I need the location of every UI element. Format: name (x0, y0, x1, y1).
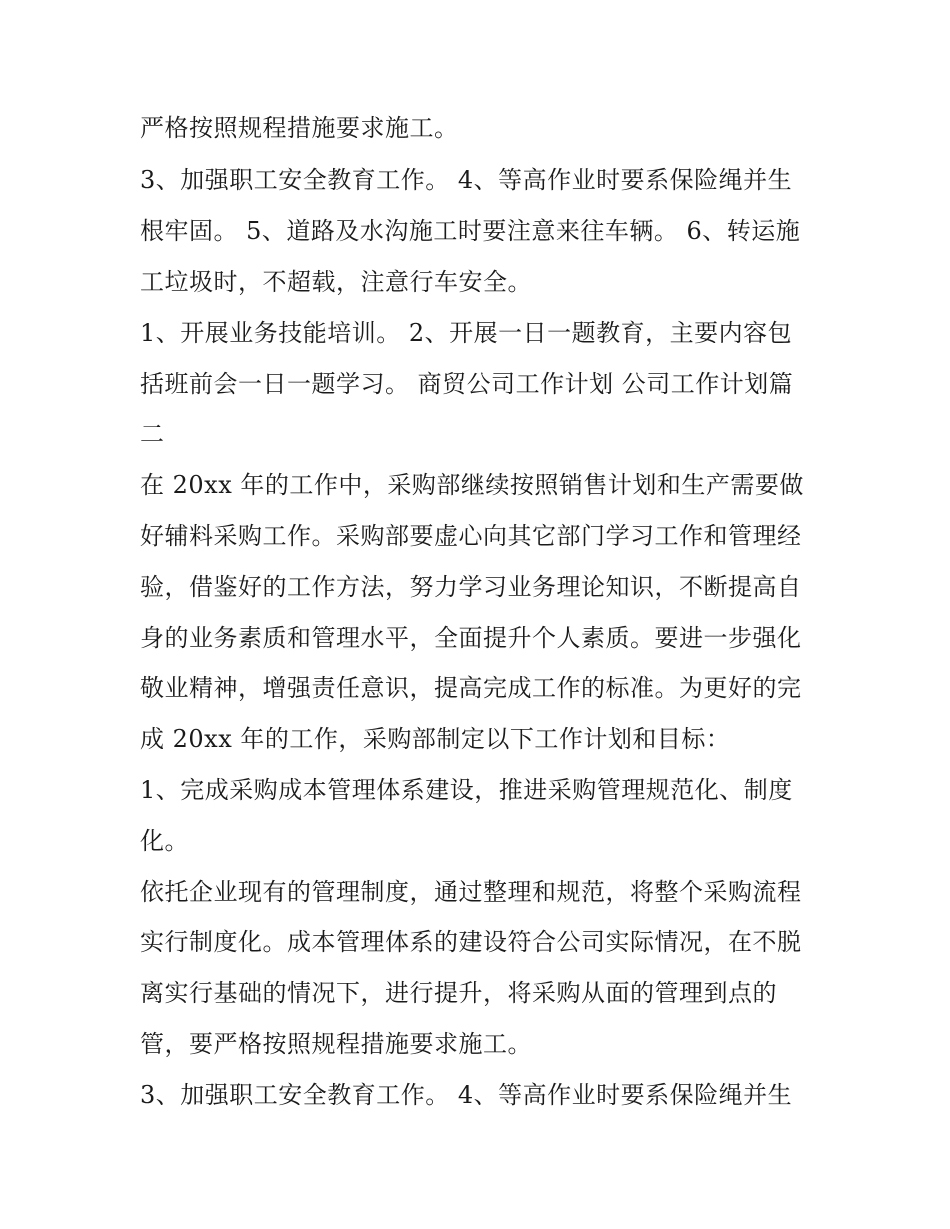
text-line: 3、加强职工安全教育工作。 4、等高作业时要系保险绳并生 (140, 166, 793, 194)
text-line: 实行制度化。成本管理体系的建设符合公司实际情况，在不脱 (140, 928, 802, 956)
text-line: 二 (140, 420, 165, 448)
text-line: 括班前会一日一题学习。 商贸公司工作计划 公司工作计划篇 (140, 370, 794, 398)
text-line: 成 20xx 年的工作，采购部制定以下工作计划和目标： (140, 725, 731, 753)
text-line: 严格按照规程措施要求施工。 (140, 114, 459, 142)
text-line: 根牢固。 5、道路及水沟施工时要注意来往车辆。 6、转运施 (140, 217, 801, 245)
text-line: 1、开展业务技能培训。 2、开展一日一题教育，主要内容包 (140, 319, 793, 347)
text-line: 1、完成采购成本管理体系建设，推进采购管理规范化、制度 (140, 776, 793, 804)
text-line: 敬业精神，增强责任意识，提高完成工作的标准。为更好的完 (140, 674, 802, 702)
text-line: 管，要严格按照规程措施要求施工。 (140, 1030, 532, 1058)
text-line: 身的业务素质和管理水平，全面提升个人素质。要进一步强化 (140, 624, 802, 652)
text-line: 好辅料采购工作。采购部要虚心向其它部门学习工作和管理经 (140, 522, 802, 550)
text-line: 验，借鉴好的工作方法，努力学习业务理论知识，不断提高自 (140, 573, 802, 601)
text-line: 依托企业现有的管理制度，通过整理和规范，将整个采购流程 (140, 878, 802, 906)
text-line: 在 20xx 年的工作中，采购部继续按照销售计划和生产需要做 (140, 471, 804, 499)
text-line: 3、加强职工安全教育工作。 4、等高作业时要系保险绳并生 (140, 1081, 793, 1109)
text-line: 工垃圾时，不超载，注意行车安全。 (140, 268, 532, 296)
text-line: 化。 (140, 827, 189, 855)
text-line: 离实行基础的情况下，进行提升，将采购从面的管理到点的 (140, 979, 777, 1007)
